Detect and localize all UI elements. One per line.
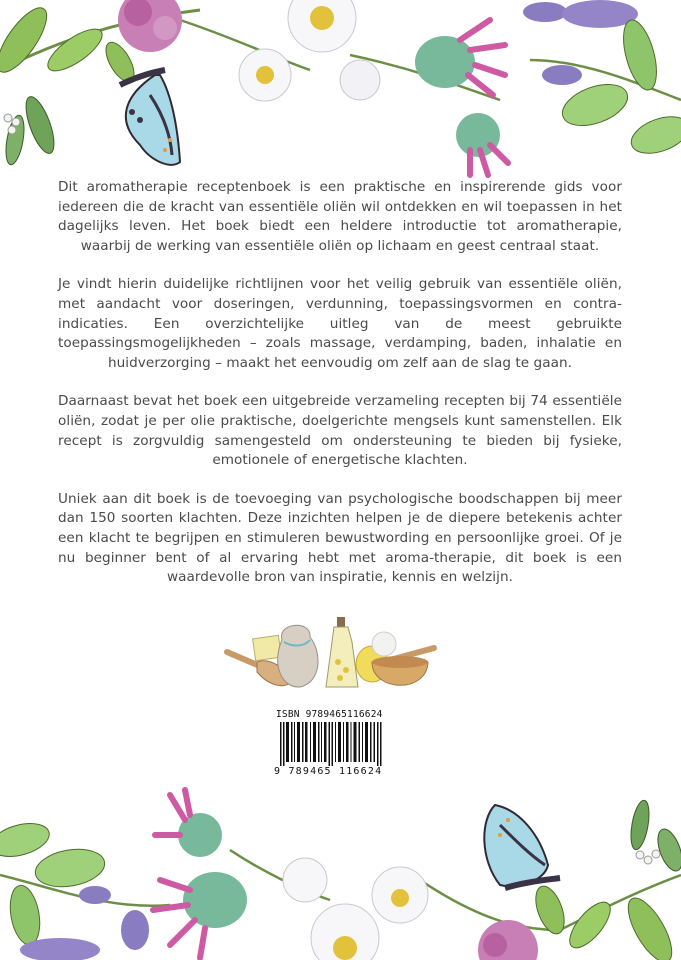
botanical-border-bottom-icon: [0, 780, 681, 960]
isbn-barcode: [272, 700, 412, 790]
botanical-border-top-icon: [0, 0, 681, 180]
blurb-paragraph-2: Je vindt hierin duidelijke richtlijnen voor het veilig gebruik van essentiële oliën, met aandacht voor doseringen, verdunning, toepassingsvormen en contra-indicaties. Een overzichtelijke uitleg van de meest gebruikte toepassingsmogelijkheden – zoals massage, verdamping, baden, inhalatie en huidverzorging – maakt het eenvoudig om zelf aan de slag te gaan.: [58, 276, 622, 371]
butterfly-icon: [484, 805, 560, 888]
aromatherapy-supplies-icon: [222, 612, 438, 694]
isbn-digits: 9 789465 116624: [274, 766, 383, 777]
blurb-paragraph-1: Dit aromatherapie receptenboek is een praktische en inspirerende gids voor iedereen die de kracht van essentiële oliën wil ontdekken en wil toepassen in het dagelijks leven. Het boek biedt een heldere introductie tot aromatherapie, waarbij de werking van essentiële oliën op lichaam en geest centraal staat.: [58, 179, 622, 254]
back-cover-blurb: [58, 178, 622, 607]
isbn-label: ISBN 9789465116624: [276, 709, 383, 720]
blurb-paragraph-3: Daarnaast bevat het boek een uitgebreide verzameling recepten bij 74 essentiële oliën, zodat je per olie praktische, doelgerichte mengsels kunt samenstellen. Elk recept is zorgvuldig samengesteld om ondersteuning te bieden bij fysieke, emotionele of energetische klachten.: [58, 393, 622, 469]
barcode-icon: [280, 722, 382, 766]
blurb-paragraph-4: Uniek aan dit boek is de toevoeging van psychologische boodschappen bij meer dan 150 soorten klachten. Deze inzichten helpen je de diepere betekenis achter een klacht te begrijpen en stimuleren bewustwording en persoonlijke groei. Of je nu beginner bent of al ervaring hebt met aroma-therapie, dit boek is een waardevolle bron van inspiratie, kennis en welzijn.: [58, 490, 622, 586]
butterfly-icon: [120, 70, 180, 165]
